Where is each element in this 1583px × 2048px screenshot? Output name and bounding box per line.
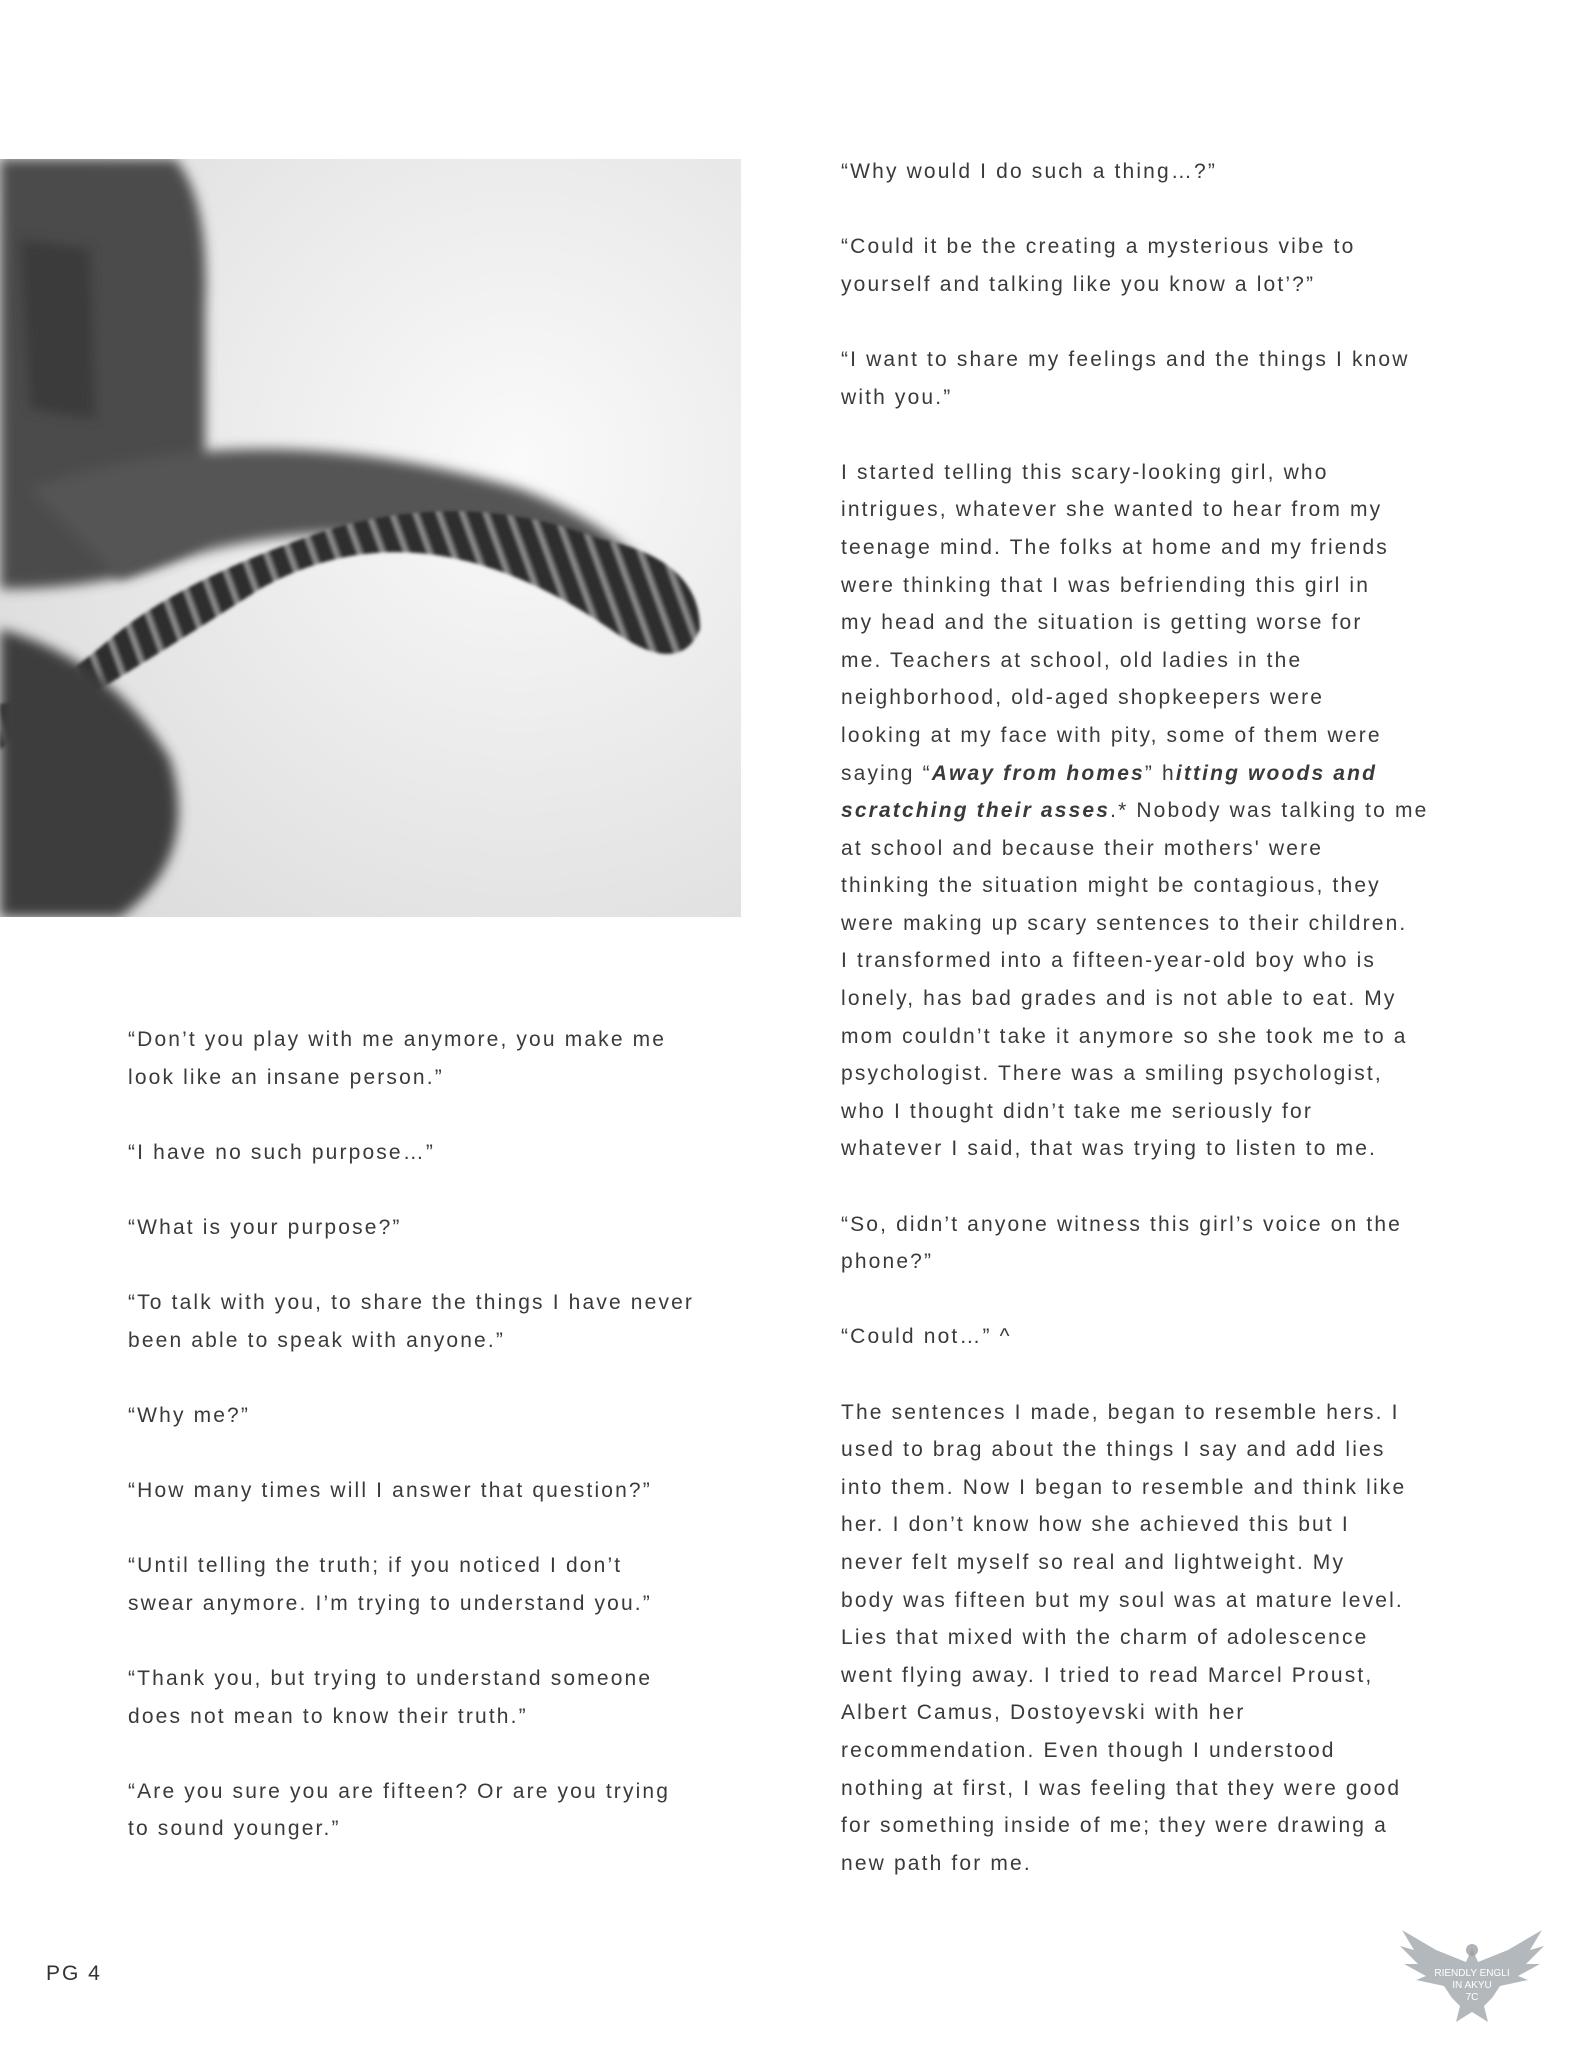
text-line: teenage mind. The folks at home and my friends [841,535,1389,559]
dialogue-paragraph [128,1021,694,1096]
text-line: “How many times will I answer that question?” [128,1479,652,1503]
text-line: went flying away. I tried to read Marcel Proust, [841,1663,1374,1687]
text-line: “I want to share my feelings and the things I know [841,347,1410,371]
text-line: were thinking that I was befriending this girl in [841,573,1371,597]
text-line: never felt myself so real and lightweight. My [841,1550,1346,1574]
text-line: for something inside of me; they were drawing a [841,1814,1388,1838]
text-line: swear anymore. I’m trying to understand you.” [128,1591,652,1615]
text-line: “Don’t you play with me anymore, you make me [128,1028,667,1051]
dialogue-paragraph [128,1134,694,1172]
text-line: new path for me. [841,1851,1032,1875]
text-line: “To talk with you, to share the things I have never [128,1291,695,1315]
text-line: nothing at first, I was feeling that they were good [841,1776,1402,1800]
text-line: been able to speak with anyone.” [128,1328,506,1352]
bold-phrase: itting woods and [1175,761,1378,785]
dialogue-paragraph [128,1472,694,1510]
paragraph [841,228,1428,303]
paragraph [841,341,1428,416]
text-line: “Why would I do such a thing…?” [841,160,1217,183]
svg-text:7C: 7C [1465,1992,1479,2003]
paragraph [841,153,1428,191]
text-line: Albert Camus, Dostoyevski with her [841,1701,1246,1725]
text-line: “I have no such purpose…” [128,1140,436,1164]
text-line: into them. Now I began to resemble and think like [841,1475,1407,1499]
text-line: me. Teachers at school, old ladies in the [841,648,1303,672]
saying-prefix: saying “ [841,761,932,785]
text-line: thinking the situation might be contagious, they [841,874,1381,898]
text-line: The sentences I made, began to resemble hers. I [841,1400,1400,1424]
text-line [841,792,1428,830]
story-paragraph [841,1394,1428,1883]
dialogue-paragraph [128,1209,694,1247]
text-line: “Until telling the truth; if you noticed I don’t [128,1554,623,1578]
text-line: were making up scary sentences to their children. [841,911,1408,935]
text-line: neighborhood, old-aged shopkeepers were [841,686,1325,710]
text-line: whatever I said, that was trying to listen to me. [841,1137,1378,1161]
quote-mid: ” h [1144,761,1176,785]
text-line: body was fifteen but my soul was at mature level. [841,1588,1404,1612]
text-line: “Are you sure you are fifteen? Or are you trying [128,1779,671,1803]
text-line: recommendation. Even though I understood [841,1738,1336,1762]
bold-phrase: scratching their asses [841,799,1111,823]
text-line: look like an insane person.” [128,1065,444,1089]
svg-text:IN AKYU: IN AKYU [1452,1980,1492,1991]
text-line: at school and because their mothers' were [841,836,1324,860]
text-line: lonely, has bad grades and is not able to eat. My [841,987,1397,1011]
phone-cord-photo [0,159,741,917]
text-line: intrigues, whatever she wanted to hear from my [841,498,1383,522]
eagle-icon [1396,1928,1548,2024]
text-line: my head and the situation is getting worse for [841,611,1363,635]
text-line [841,755,1428,793]
text-line: I transformed into a fifteen-year-old boy who is [841,949,1377,973]
text-line: yourself and talking like you know a lot’?” [841,272,1316,296]
text-line: “Thank you, but trying to understand someone [128,1667,653,1691]
text-line: psychologist. There was a smiling psychologist, [841,1062,1383,1086]
paragraph [841,1318,1428,1356]
text-line: “Why me?” [128,1403,251,1427]
text-line: looking at my face with pity, some of them were [841,723,1382,747]
bold-quote: Away from homes [931,761,1145,785]
text-line: her. I don’t know how she achieved this but I [841,1513,1350,1537]
dialogue-paragraph [128,1397,694,1435]
story-paragraph [841,454,1428,1168]
text-line: with you.” [841,385,953,409]
dialogue-paragraph [128,1284,694,1359]
right-text-column [841,153,1428,1920]
text-line: I started telling this scary-looking girl, who [841,460,1329,484]
text-line: “What is your purpose?” [128,1215,402,1239]
page-number: PG 4 [46,1962,102,1985]
text-line: does not mean to know their truth.” [128,1704,528,1728]
text-line: who I thought didn’t take me seriously for [841,1099,1314,1123]
text-line: “Could not…” ^ [841,1325,1012,1349]
text-line: “So, didn’t anyone witness this girl’s voice on the [841,1212,1403,1236]
text-line: mom couldn’t take it anymore so she took me to a [841,1024,1408,1048]
text-line: Lies that mixed with the charm of adolescence [841,1626,1369,1650]
dialogue-paragraph [128,1547,694,1622]
left-text-column [128,1021,694,1886]
dialogue-paragraph [128,1660,694,1735]
text-line: phone?” [841,1250,934,1274]
dialogue-paragraph [128,1773,694,1848]
after-asterisk: .* Nobody was talking to me [1110,799,1429,823]
text-line: used to brag about the things I say and add lies [841,1438,1386,1462]
paragraph [841,1206,1428,1281]
text-line: to sound younger.” [128,1817,341,1841]
svg-text:RIENDLY ENGLI: RIENDLY ENGLI [1434,1968,1510,1979]
text-line: “Could it be the creating a mysterious vibe to [841,235,1356,259]
